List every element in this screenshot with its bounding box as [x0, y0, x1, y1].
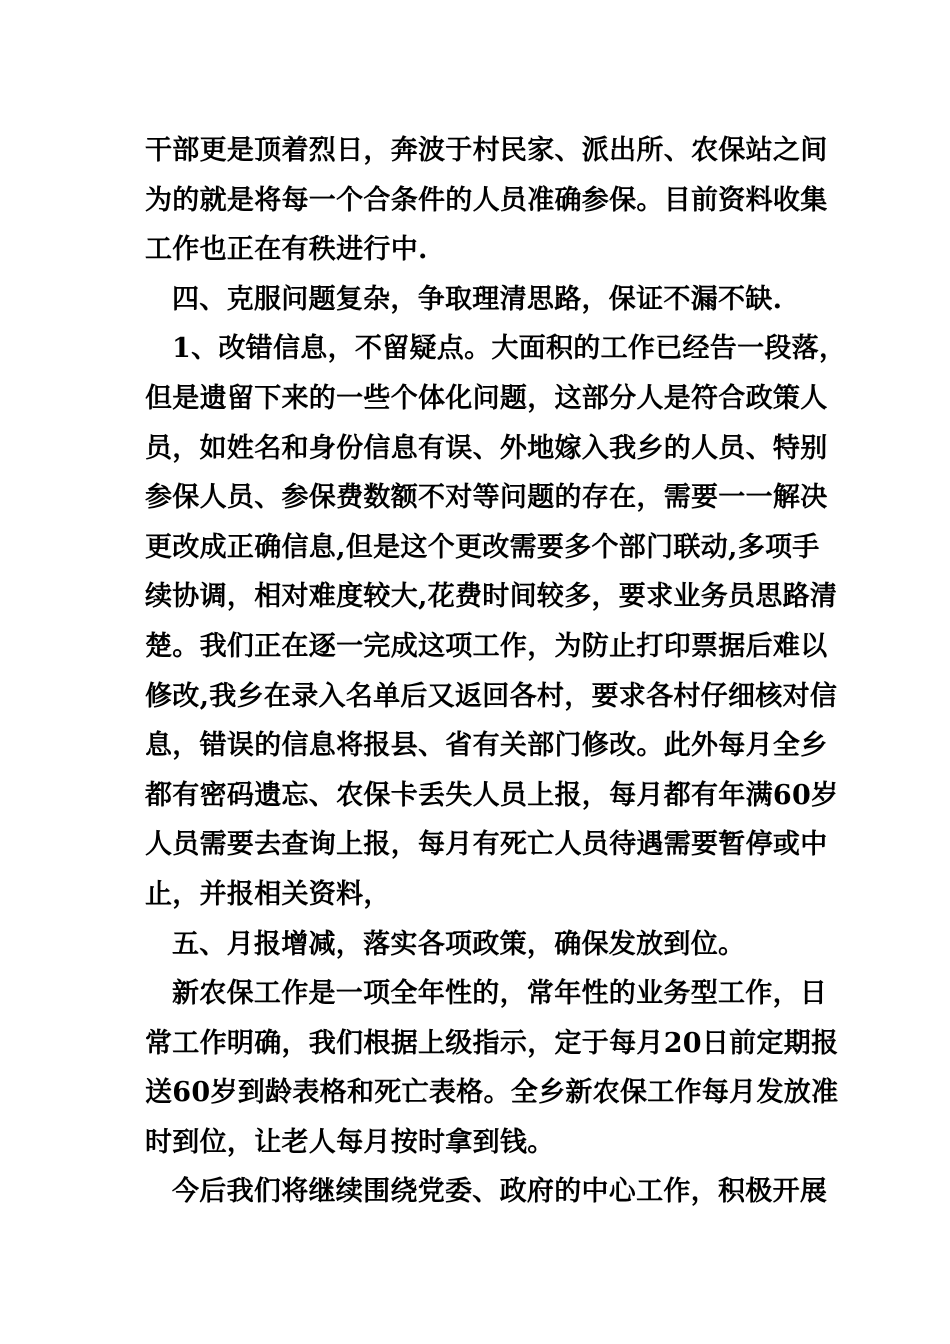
text-line: 工作也正在有秩进行中.: [145, 234, 428, 266]
text-line: 新农保工作是一项全年性的，常年性的业务型工作，日: [172, 978, 828, 1010]
text-line: 续协调，相对难度较大,花费时间较多，要求业务员思路清: [145, 581, 838, 613]
document-body: [145, 126, 847, 1217]
text-line: 干部更是顶着烈日，奔波于村民家、派出所、农保站之间: [145, 135, 828, 166]
text-line: 都有密码遗忘、农保卡丢失人员上报，每月都有年满60岁: [145, 779, 839, 811]
text-line: 常工作明确，我们根据上级指示，定于每月20日前定期报: [145, 1027, 839, 1059]
text-line: 五、月报增减，落实各项政策，确保发放到位。: [172, 928, 746, 960]
text-line: 1、改错信息，不留疑点。大面积的工作已经告一段落，: [172, 333, 847, 365]
text-line: 参保人员、参保费数额不对等问题的存在，需要一一解决: [145, 482, 828, 514]
text-line: 今后我们将继续围绕党委、政府的中心工作，积极开展: [172, 1176, 828, 1208]
text-line: 修改,我乡在录入名单后又返回各村，要求各村仔细核对信: [145, 680, 838, 712]
text-line: 员，如姓名和身份信息有误、外地嫁入我乡的人员、特别: [145, 432, 828, 464]
text-line: 止，并报相关资料，: [145, 878, 391, 910]
text-line: 四、克服问题复杂，争取理清思路，保证不漏不缺.: [172, 283, 783, 315]
text-line: 更改成正确信息,但是这个更改需要多个部门联动,多项手: [145, 531, 820, 563]
text-line: 时到位，让老人每月按时拿到钱。: [145, 1126, 555, 1158]
text-line: 息，错误的信息将报县、省有关部门修改。此外每月全乡: [145, 730, 828, 762]
text-line: 送60岁到龄表格和死亡表格。全乡新农保工作每月发放准: [145, 1077, 839, 1109]
text-line: 为的就是将每一个合条件的人员准确参保。目前资料收集: [145, 184, 828, 216]
text-line: 楚。我们正在逐一完成这项工作，为防止打印票据后难以: [145, 630, 828, 662]
text-line: 人员需要去查询上报，每月有死亡人员待遇需要暂停或中: [145, 829, 828, 861]
text-line: 但是遗留下来的一些个体化问题，这部分人是符合政策人: [145, 382, 828, 414]
